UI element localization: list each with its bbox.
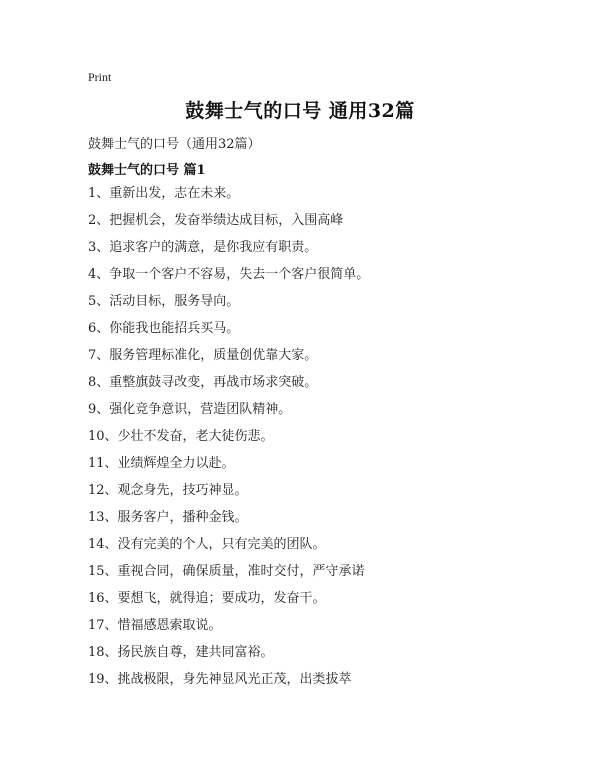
print-label: Print	[88, 70, 112, 84]
section-heading: 鼓舞士气的口号 篇1	[88, 163, 206, 178]
slogan-item-13: 13、服务客户，播种金钱。	[88, 510, 248, 525]
slogan-item-9: 9、强化竞争意识，营造团队精神。	[88, 402, 292, 417]
slogan-item-18: 18、扬民族自尊，建共同富裕。	[88, 645, 274, 660]
slogan-item-6: 6、你能我也能招兵买马。	[88, 321, 240, 336]
slogan-item-19: 19、挑战极限，身先神显风光正茂，出类拔萃	[88, 672, 352, 687]
slogan-item-4: 4、争取一个客户不容易，失去一个客户很简单。	[88, 267, 370, 282]
slogan-item-1: 1、重新出发，志在未来。	[88, 186, 240, 201]
slogan-item-7: 7、服务管理标准化，质量创优靠大家。	[88, 348, 318, 363]
slogan-item-14: 14、没有完美的个人，只有完美的团队。	[88, 537, 326, 552]
slogan-item-17: 17、惜福感恩索取说。	[88, 618, 222, 633]
slogan-item-8: 8、重整旗鼓寻改变，再战市场求突破。	[88, 375, 318, 390]
slogan-item-15: 15、重视合同，确保质量，准时交付，严守承诺	[88, 564, 365, 579]
slogan-item-3: 3、追求客户的满意，是你我应有职责。	[88, 240, 318, 255]
slogan-item-12: 12、观念身先，技巧神显。	[88, 483, 248, 498]
slogan-list	[88, 185, 369, 698]
slogan-item-5: 5、活动目标，服务导向。	[88, 294, 240, 309]
slogan-item-16: 16、要想飞，就得追；要成功，发奋干。	[88, 591, 326, 606]
document-subtitle: 鼓舞士气的口号（通用32篇）	[88, 137, 261, 152]
slogan-item-11: 11、业绩辉煌全力以赴。	[88, 456, 235, 471]
slogan-item-10: 10、少壮不发奋，老大徒伤悲。	[88, 429, 274, 444]
page-title: 鼓舞士气的口号 通用32篇	[185, 100, 415, 122]
slogan-item-2: 2、把握机会，发奋举绩达成目标，入围高峰	[88, 213, 344, 228]
